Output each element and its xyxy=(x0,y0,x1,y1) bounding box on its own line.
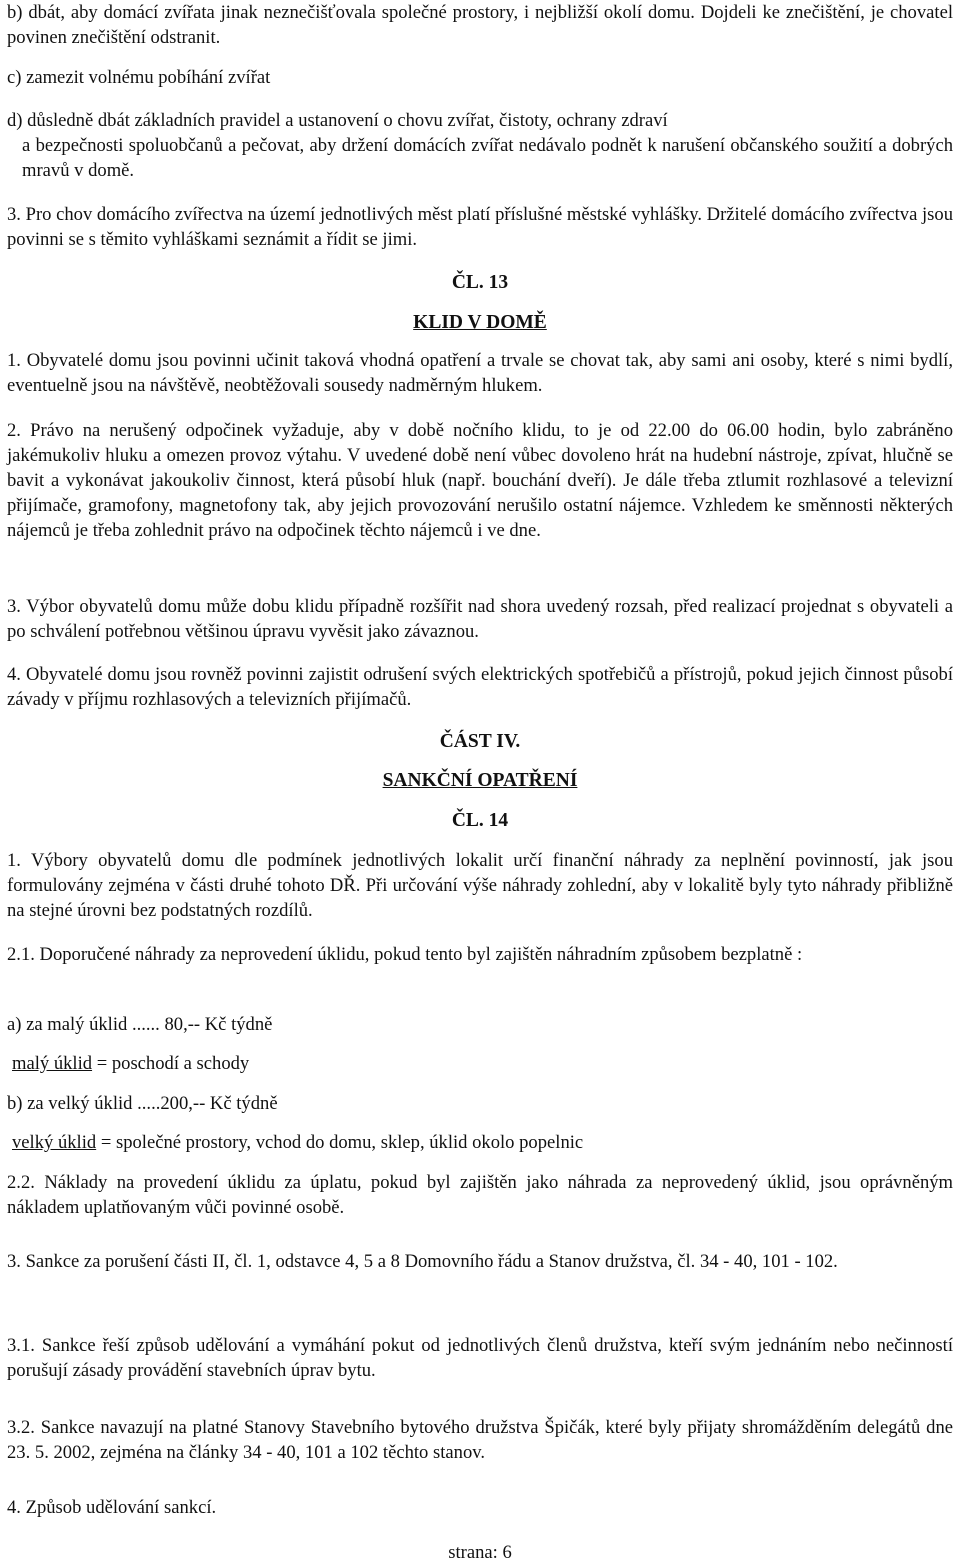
big-cleaning-fee: b) za velký úklid .....200,-- Kč týdně xyxy=(7,1093,278,1114)
article-14-paragraph-3: 3. Sankce za porušení části II, čl. 1, odstavce 4, 5 a 8 Domovního řádu a Stanov družstva, čl. 34 - 40, 101 - 102. xyxy=(7,1251,838,1272)
article-14-paragraph-1: 1. Výbory obyvatelů domu dle podmínek jednotlivých lokalit určí finanční náhrady za neplnění povinností, jak jsou formulovány zejména v části druhé tohoto DŘ. Při určování výše náhrady zohlední, aby v lokalitě byly tyto náhrady přibližně na stejné úrovni bez podstatných rozdílů. xyxy=(7,850,953,921)
article-13-title: KLID V DOMĚ xyxy=(413,312,547,333)
article-14-paragraph-3-2: 3.2. Sankce navazují na platné Stanovy Stavebního bytového družstva Špičák, které byly přijaty shromážděním delegátů dne 23. 5. 2002, zejména na články 34 - 40, 101 a 102 těchto stanov. xyxy=(7,1417,953,1463)
article-13-paragraph-4: 4. Obyvatelé domu jsou rovněž povinni zajistit odrušení svých elektrických spotřebičů a přístrojů, pokud jejich činnost působí závady v příjmu rozhlasových a televizních přijímačů. xyxy=(7,664,953,710)
paragraph-b-clean: b) dbát, aby domácí zvířata jinak neznečišťovala společné prostory, i nejbližší okolí domu. Dojdeli ke znečištění, je chovatel povinen znečištění odstranit. xyxy=(7,2,953,48)
article-13-paragraph-2: 2. Právo na nerušený odpočinek vyžaduje, aby v době nočního klidu, to je od 22.00 do 06.00 hodin, bylo zabráněno jakémukoliv hluku a omezen provoz výtahu. V uvedené době není vůbec dovoleno hrát na hudební nástroje, zpívat, hlučně se bavit a vykonávat jakoukoliv činnost, která působí hluk (např. bouchání dveří). Je dále třeba ztlumit rozhlasové a televizní přijímače, gramofony, magnetofony tak, aby jejich provozování nerušilo ostatní nájemce. Vzhledem ke směnnosti některých nájemců je třeba zohlednit právo na odpočinek těchto nájemců i ve dne. xyxy=(7,420,953,541)
big-cleaning-description: = společné prostory, vchod do domu, sklep, úklid okolo popelnic xyxy=(96,1132,584,1153)
big-cleaning-definition xyxy=(12,1130,958,1155)
paragraph-3-animals: 3. Pro chov domácího zvířectva na území jednotlivých měst platí příslušné městské vyhlášky. Držitelé domácího zvířectva jsou povinni se s těmito vyhláškami seznámit a řídit se jimi. xyxy=(7,204,953,250)
big-cleaning-term: velký úklid xyxy=(12,1132,97,1153)
part-4-heading: ČÁST IV. xyxy=(439,731,521,752)
article-13-paragraph-3: 3. Výbor obyvatelů domu může dobu klidu případně rozšířit nad shora uvedený rozsah, před realizací projednat s obyvateli a po schválení potřebnou většinou úpravu vyvěsit jako závaznou. xyxy=(7,596,953,642)
article-13-number: ČL. 13 xyxy=(451,272,509,293)
paragraph-d-rules-cont: a bezpečnosti spoluobčanů a pečovat, aby držení domácích zvířat nedávalo podnět k narušení občanského soužití a dobrých mravů v domě. xyxy=(22,135,953,181)
article-13-paragraph-1: 1. Obyvatelé domu jsou povinni učinit taková vhodná opatření a trvale se chovat tak, aby sami ani osoby, které s nimi bydlí, eventuelně jsou na návštěvě, neobtěžovali sousedy nadměrným hlukem. xyxy=(7,350,953,396)
part-4-title: SANKČNÍ OPATŘENÍ xyxy=(382,770,578,791)
article-14-paragraph-2-1: 2.1. Doporučené náhrady za neprovedení úklidu, pokud tento byl zajištěn náhradním způsobem bezplatně : xyxy=(7,944,803,965)
article-14-paragraph-4: 4. Způsob udělování sankcí. xyxy=(7,1497,217,1518)
small-cleaning-term: malý úklid xyxy=(12,1053,93,1074)
article-14-number: ČL. 14 xyxy=(451,810,509,831)
paragraph-d-rules-line1: d) důsledně dbát základních pravidel a ustanovení o chovu zvířat, čistoty, ochrany zdraví xyxy=(7,110,668,131)
article-14-paragraph-3-1: 3.1. Sankce řeší způsob udělování a vymáhání pokut od jednotlivých členů družstva, kteří svým jednáním nebo nečinností porušují zásady provádění stavebních úprav bytu. xyxy=(7,1335,953,1381)
small-cleaning-description: = poschodí a schody xyxy=(92,1053,250,1074)
small-cleaning-fee: a) za malý úklid ...... 80,-- Kč týdně xyxy=(7,1014,273,1035)
article-14-paragraph-2-2: 2.2. Náklady na provedení úklidu za úplatu, pokud byl zajištěn jako náhrada za neprovedený úklid, jsou oprávněným nákladem uplatňovaným vůči povinné osobě. xyxy=(7,1172,953,1218)
small-cleaning-definition xyxy=(12,1051,958,1076)
paragraph-c-free-roaming: c) zamezit volnému pobíhání zvířat xyxy=(7,67,271,88)
page-number: strana: 6 xyxy=(448,1542,512,1563)
